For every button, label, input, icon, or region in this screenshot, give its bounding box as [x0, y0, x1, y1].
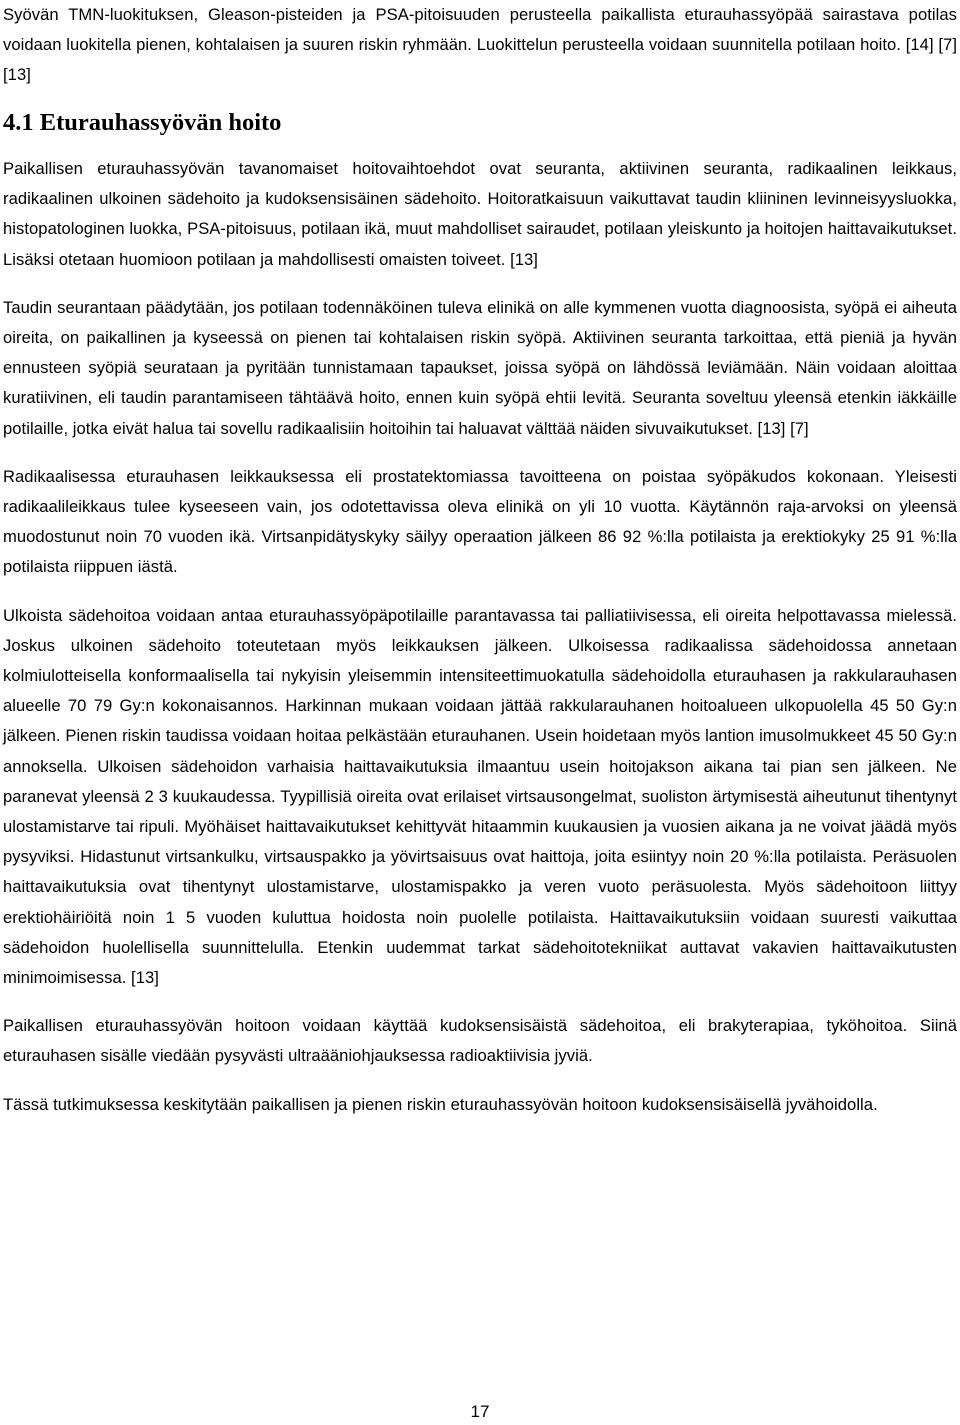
paragraph-prostatectomy: Radikaalisessa eturauhasen leikkauksessa eli prostatektomiassa tavoitteena on poistaa syöpäkudos kokonaan. Yleisesti radikaalileikkaus tulee kyseeseen vain, jos odotettavissa oleva elinikä on yli 10 vuotta. Käytännön raja-arvoksi on yleensä muodostunut noin 70 vuoden ikä. Virtsanpidätyskyky säilyy operaation jälkeen 86 92 %:lla potilaista ja erektiokyky 25 91 %:lla potilaista riippuen iästä. — [3, 466, 957, 577]
paragraph-treatment-options: Paikallisen eturauhassyövän tavanomaiset hoitovaihtoehdot ovat seuranta, aktiivinen seuranta, radikaalinen leikkaus, radikaalinen ulkoinen sädehoito ja kudoksensisäinen sädehoito. Hoitoratkaisuun vaikuttavat taudin kliininen levinneisyysluokka, histopatologinen luokka, PSA-pitoisuus, potilaan ikä, muut mahdolliset sairaudet, potilaan yleiskunto ja hoitojen haittavaikutukset. Lisäksi otetaan huomioon potilaan ja mahdollisesti omaisten toiveet. [13] — [3, 159, 957, 269]
page-number: 17 — [470, 1402, 490, 1421]
paragraph-brachytherapy: Paikallisen eturauhassyövän hoitoon voidaan käyttää kudoksensisäistä sädehoitoa, eli brakyterapiaa, tyköhoitoa. Siinä eturauhasen sisälle viedään pysyvästi ultraääniohjauksessa radioaktiivisia jyviä. — [3, 1016, 957, 1066]
paragraph-surveillance: Taudin seurantaan päädytään, jos potilaan todennäköinen tuleva elinikä on alle kymmenen vuotta diagnoosista, syöpä ei aiheuta oireita, on paikallinen ja kyseessä on pienen tai kohtalaisen riskin syöpä. Aktiivinen seuranta tarkoittaa, että pieniä ja hyvän ennusteen syöpiä seurataan ja pyritään tunnistamaan tapaukset, joissa syöpä on lähdössä leviämään. Näin voidaan aloittaa kuratiivinen, eli taudin parantamiseen tähtäävä hoito, ennen kuin syöpä ehtii levitä. Seuranta soveltuu yleensä etenkin iäkkäille potilaille, jotka eivät halua tai sovellu radikaalisiin hoitoihin tai haluavat välttää näiden sivuvaikutukset. [13] [7] — [3, 297, 957, 438]
paragraph-external-radiotherapy: Ulkoista sädehoitoa voidaan antaa eturauhassyöpäpotilaille parantavassa tai palliatiivisessa, eli oireita helpottavassa mielessä. Joskus ulkoinen sädehoito toteutetaan myös leikkauksen jälkeen. Ulkoisessa radikaalissa sädehoidossa annetaan kolmiulotteisella konformaalisella tai nykyisin yleisemmin intensiteettimuokatulla sädehoidolla eturauhasen ja rakkularauhasen alueelle 70 79 Gy:n kokonaisannos. Harkinnan mukaan voidaan jättää rakkularauhanen hoitoalueen ulkopuolella 45 50 Gy:n jälkeen. Pienen riskin taudissa voidaan hoitaa pelkästään eturauhanen. Usein hoidetaan myös lantion imusolmukkeet 45 50 Gy:n annoksella. Ulkoisen sädehoidon varhaisia haittavaikutuksia ilmaantuu usein hoitojakson aikana tai pian sen jälkeen. Ne paranevat yleensä 2 3 kuukaudessa. Tyypillisiä oireita ovat erilaiset virtsausongelmat, suoliston ärtymisestä aiheutunut tihentynyt ulostamistarve tai ripuli. Myöhäiset haittavaikutukset kehittyvät hitaammin kuukausien ja vuosien aikana ja ne voivat jäädä myös pysyviksi. Hidastunut virtsankulku, virtsauspakko ja yövirtsaisuus ovat haittoja, joita esiintyy noin 20 %:lla potilaista. Peräsuolen haittavaikutuksia ovat tihentynyt ulostamistarve, ulostamispakko ja veren vuoto peräsuolesta. Myös sädehoitoon liittyy erektiohäiriöitä noin 1 5 vuoden kuluttua hoidosta noin puolelle potilaista. Haittavaikutuksiin voidaan suuresti vaikuttaa sädehoidon huolellisella suunnittelulla. Etenkin uudemmat tarkat sädehoitotekniikat auttavat vakavien haittavaikutusten minimoimisessa. [13] — [3, 605, 957, 988]
paragraph-study-focus: Tässä tutkimuksessa keskitytään paikallisen ja pienen riskin eturauhassyövän hoitoon kudoksensisäisellä jyvähoidolla. — [3, 1094, 878, 1114]
section-title: Eturauhassyövän hoito — [39, 109, 282, 136]
section-heading — [3, 108, 957, 138]
intro-paragraph: Syövän TMN-luokituksen, Gleason-pisteiden ja PSA-pitoisuuden perusteella paikallista eturauhassyöpää sairastava potilas voidaan luokitella pienen, kohtalaisen ja suuren riskin ryhmään. Luokittelun perusteella voidaan suunnitella potilaan hoito. [14] [7] [13] — [3, 5, 957, 84]
section-number: 4.1 — [3, 109, 34, 136]
